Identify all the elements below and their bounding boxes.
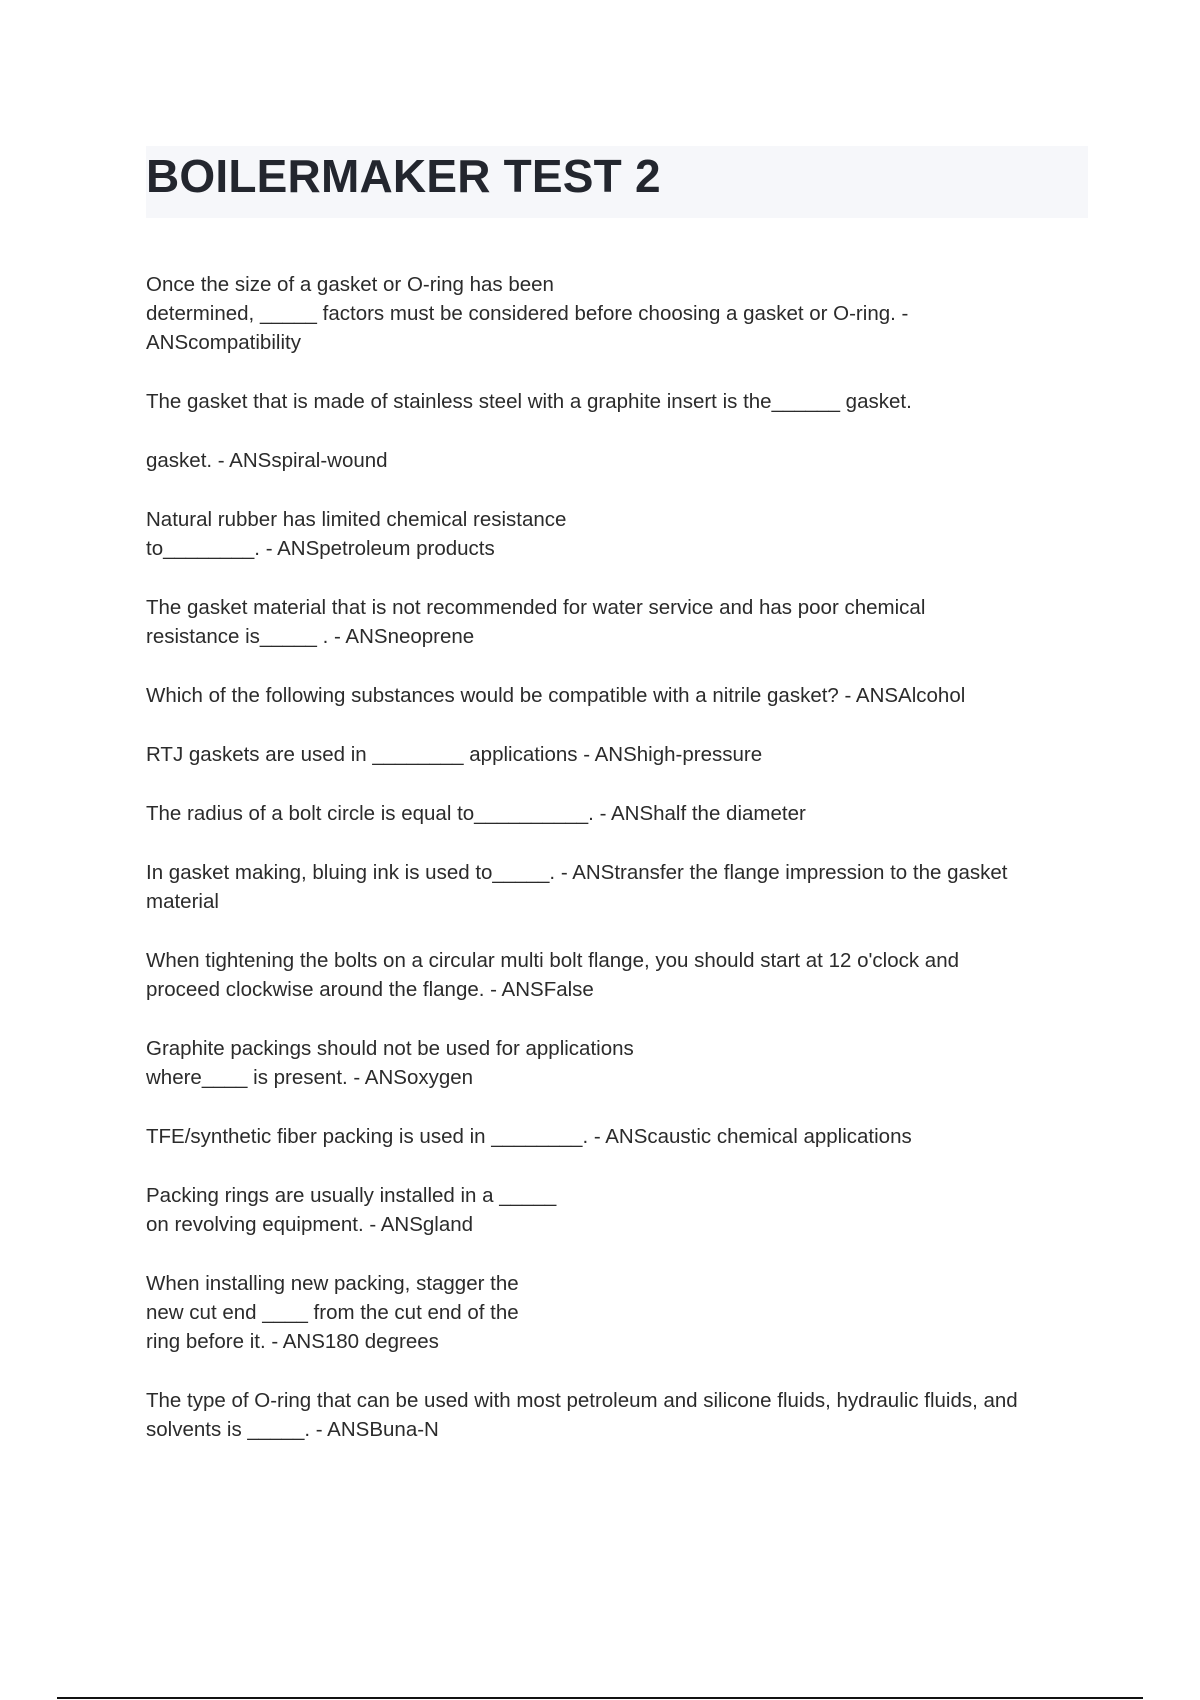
question-item: [146, 946, 1096, 1004]
question-line: to________. - ANSpetroleum products: [146, 537, 495, 560]
question-item: [146, 799, 1096, 828]
question-line: Natural rubber has limited chemical resistance: [146, 508, 567, 531]
question-line: solvents is _____. - ANSBuna-N: [146, 1418, 439, 1441]
question-line: where____ is present. - ANSoxygen: [146, 1066, 474, 1089]
question-item: [146, 270, 1096, 357]
question-line: When installing new packing, stagger the: [146, 1272, 519, 1295]
question-item: [146, 505, 1096, 563]
question-item: [146, 740, 1096, 769]
question-item: [146, 1181, 1096, 1239]
question-line: TFE/synthetic fiber packing is used in ________. - ANScaustic chemical applications: [146, 1125, 912, 1148]
question-item: [146, 1386, 1096, 1444]
question-line: proceed clockwise around the flange. - ANSFalse: [146, 978, 594, 1001]
question-line: Graphite packings should not be used for applications: [146, 1037, 634, 1060]
question-list: [146, 270, 1096, 1474]
page-title: BOILERMAKER TEST 2: [146, 150, 661, 202]
question-line: Once the size of a gasket or O-ring has been: [146, 273, 554, 296]
page-bottom-rule: [57, 1697, 1143, 1699]
question-item: [146, 446, 1096, 475]
question-line: Packing rings are usually installed in a _____: [146, 1184, 557, 1207]
question-item: [146, 593, 1096, 651]
question-item: [146, 858, 1096, 916]
question-item: [146, 1269, 1096, 1356]
question-line: The gasket that is made of stainless steel with a graphite insert is the______ gasket.: [146, 390, 912, 413]
question-line: gasket. - ANSspiral-wound: [146, 449, 388, 472]
question-item: [146, 681, 1096, 710]
question-line: determined, _____ factors must be considered before choosing a gasket or O-ring. -: [146, 302, 909, 325]
question-line: The radius of a bolt circle is equal to__________. - ANShalf the diameter: [146, 802, 806, 825]
question-line: ring before it. - ANS180 degrees: [146, 1330, 439, 1353]
question-item: [146, 1034, 1096, 1092]
question-line: new cut end ____ from the cut end of the: [146, 1301, 519, 1324]
question-line: The type of O-ring that can be used with most petroleum and silicone fluids, hydraulic fluids, and: [146, 1389, 1018, 1412]
question-line: In gasket making, bluing ink is used to_____. - ANStransfer the flange impression to the gasket: [146, 861, 1008, 884]
question-line: The gasket material that is not recommended for water service and has poor chemical: [146, 596, 926, 619]
question-line: ANScompatibility: [146, 331, 301, 354]
question-line: on revolving equipment. - ANSgland: [146, 1213, 474, 1236]
question-line: RTJ gaskets are used in ________ applications - ANShigh-pressure: [146, 743, 763, 766]
question-item: [146, 387, 1096, 416]
question-line: material: [146, 890, 219, 913]
question-line: Which of the following substances would be compatible with a nitrile gasket? - ANSAlcohol: [146, 684, 966, 707]
question-line: resistance is_____ . - ANSneoprene: [146, 625, 475, 648]
question-line: When tightening the bolts on a circular multi bolt flange, you should start at 12 o'clock and: [146, 949, 959, 972]
question-item: [146, 1122, 1096, 1151]
